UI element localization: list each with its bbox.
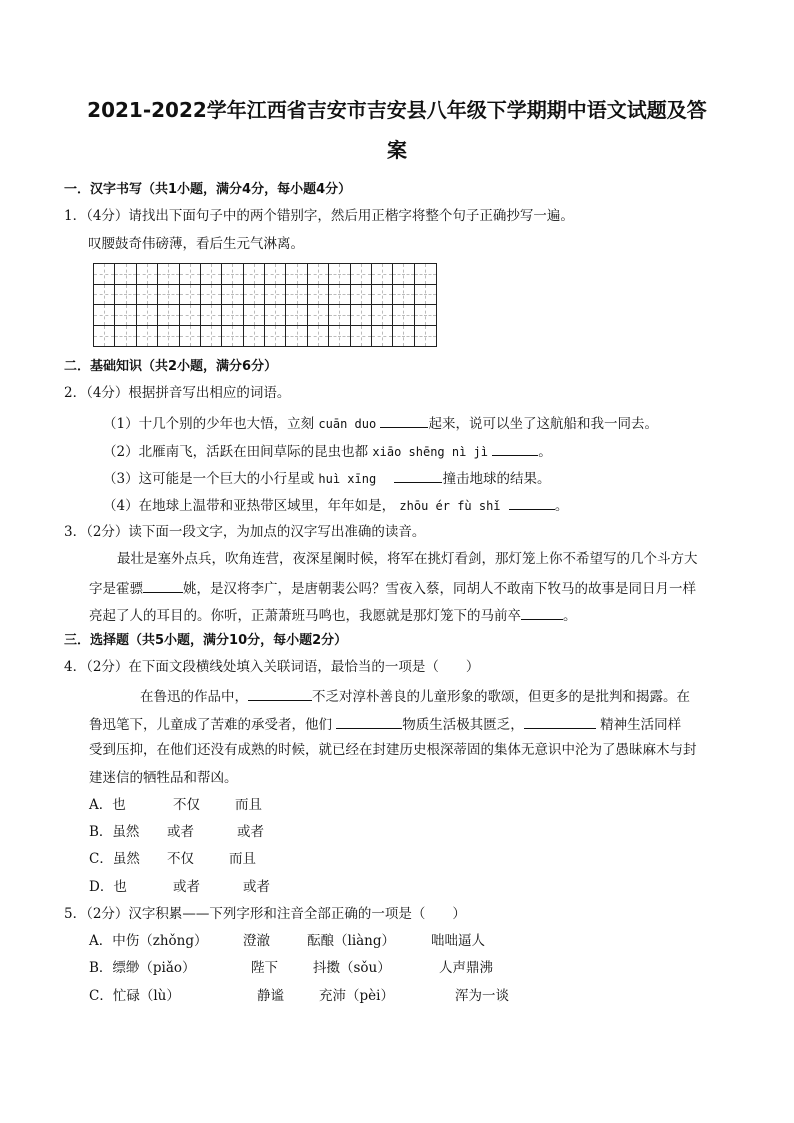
q2-3-text-a: （3）这可能是一个巨大的小行星或	[103, 471, 315, 487]
grid-cell[interactable]	[265, 305, 286, 326]
grid-cell[interactable]	[115, 326, 136, 347]
grid-cell[interactable]	[372, 326, 393, 347]
grid-cell[interactable]	[308, 264, 329, 285]
q4-option-b-1: B．虽然	[89, 824, 140, 840]
q4-l2-text-a: 鲁迅笔下，儿童成了苦难的承受者，他们	[89, 717, 332, 733]
grid-cell[interactable]	[308, 285, 329, 306]
grid-cell[interactable]	[137, 305, 158, 326]
q5-option-a-3: 酝酿（liàng）	[307, 933, 396, 949]
grid-cell[interactable]	[115, 305, 136, 326]
q3-passage-line-1: 最壮是塞外点兵，吹角连营，夜深星阑时候，将军在挑灯看剑，那灯笼上你不希望写的几个斗方大	[117, 551, 698, 567]
q4-option-a-2: 不仅	[173, 797, 200, 813]
q3-blank-1[interactable]	[143, 578, 183, 593]
q4-l1-text-a: 在鲁迅的作品中，	[140, 689, 248, 705]
q5-option-b-1: B．缥缈（piǎo）	[89, 960, 196, 976]
grid-cell[interactable]	[415, 326, 436, 347]
grid-cell[interactable]	[329, 326, 350, 347]
grid-cell[interactable]	[180, 285, 201, 306]
q2-3-pinyin: huì xīng	[318, 472, 377, 486]
grid-cell[interactable]	[158, 264, 179, 285]
q2-4-text-a: （4）在地球上温带和亚热带区域里，年年如是，	[103, 498, 396, 514]
q4-option-c-1: C．虽然	[89, 851, 140, 867]
q2-2-text-b: 。	[538, 444, 552, 460]
grid-cell[interactable]	[201, 326, 222, 347]
grid-cell[interactable]	[415, 305, 436, 326]
grid-cell[interactable]	[115, 285, 136, 306]
grid-cell[interactable]	[94, 285, 115, 306]
q2-1-answer-blank[interactable]	[380, 413, 428, 428]
grid-cell[interactable]	[201, 285, 222, 306]
q5-option-b-3: 抖擞（sǒu）	[313, 960, 391, 976]
q2-1-pinyin: cuān duo	[318, 417, 377, 431]
grid-cell[interactable]	[372, 264, 393, 285]
q2-4-pinyin: zhōu ér fù shǐ	[399, 499, 501, 513]
q5-option-a[interactable]	[89, 932, 485, 950]
q2-2-answer-blank[interactable]	[492, 441, 538, 456]
q5-option-a-4: 咄咄逼人	[431, 933, 485, 949]
grid-cell[interactable]	[265, 285, 286, 306]
q3-passage-line-2	[89, 578, 696, 598]
q2-1-text-a: （1）十几个别的少年也大悟，立刻	[103, 416, 315, 432]
q2-2-text-a: （2）北雁南飞，活跃在田间草际的昆虫也都	[103, 444, 369, 460]
grid-cell[interactable]	[265, 326, 286, 347]
q4-passage-line-1	[140, 686, 690, 706]
question-5: 5．（2分）汉字积累——下列字形和注音全部正确的一项是（ ）	[64, 906, 466, 922]
grid-cell[interactable]	[393, 264, 414, 285]
grid-cell[interactable]	[393, 326, 414, 347]
grid-cell[interactable]	[308, 326, 329, 347]
grid-cell[interactable]	[372, 285, 393, 306]
grid-cell[interactable]	[286, 285, 307, 306]
grid-cell[interactable]	[286, 305, 307, 326]
grid-cell[interactable]	[94, 326, 115, 347]
grid-cell[interactable]	[329, 285, 350, 306]
grid-cell[interactable]	[265, 264, 286, 285]
q4-option-b-2: 或者	[167, 824, 194, 840]
q2-4-text-b: 。	[554, 498, 569, 514]
grid-cell[interactable]	[137, 326, 158, 347]
q5-option-c-2: 静谧	[257, 988, 284, 1004]
grid-cell[interactable]	[137, 285, 158, 306]
question-2-item-2	[103, 441, 552, 461]
q4-passage-line-4: 建迷信的牺牲品和帮凶。	[89, 770, 238, 786]
q2-2-pinyin: xiāo shēng nì jì	[372, 445, 488, 459]
q4-l2-text-b: 物质生活极其匮乏，	[402, 717, 524, 733]
question-2-item-3	[103, 468, 550, 488]
q4-blank-1[interactable]	[248, 686, 312, 701]
q4-option-c-2: 不仅	[167, 851, 194, 867]
grid-cell[interactable]	[201, 305, 222, 326]
q4-l2-text-c: 精神生活同样	[600, 717, 682, 733]
grid-cell[interactable]	[222, 285, 243, 306]
grid-cell[interactable]	[286, 264, 307, 285]
grid-cell[interactable]	[115, 264, 136, 285]
grid-cell[interactable]	[222, 326, 243, 347]
section-2-header: 二．基础知识（共2小题，满分6分）	[64, 359, 278, 374]
q5-option-c-4: 浑为一谈	[455, 988, 509, 1004]
q2-4-answer-blank[interactable]	[509, 495, 555, 510]
q5-option-c-3: 充沛（pèi）	[319, 988, 394, 1004]
grid-cell[interactable]	[180, 264, 201, 285]
q4-option-d-3: 或者	[243, 879, 270, 895]
grid-cell[interactable]	[201, 264, 222, 285]
section-1-header: 一．汉字书写（共1小题，满分4分，每小题4分）	[64, 182, 352, 197]
question-2: 2．（4分）根据拼音写出相应的词语。	[64, 385, 291, 401]
q2-3-answer-blank[interactable]	[394, 468, 442, 483]
grid-cell[interactable]	[415, 285, 436, 306]
grid-cell[interactable]	[351, 326, 372, 347]
q4-passage-line-3: 受到压抑，在他们还没有成熟的时候，就已经在封建历史根深蒂固的集体无意识中沦为了愚昧麻木与封	[89, 742, 697, 758]
grid-cell[interactable]	[329, 264, 350, 285]
q3-l2-text-b: 姚，是汉将李广，是唐朝裴公吗？雪夜入蔡，同胡人不敢南下牧马的故事是同日月一样	[183, 581, 696, 597]
q4-blank-3[interactable]	[524, 714, 596, 729]
q4-passage-line-2	[89, 714, 681, 734]
q4-l1-text-b: 不乏对淳朴善良的儿童形象的歌颂，但更多的是批判和揭露。在	[312, 689, 690, 705]
grid-cell[interactable]	[286, 326, 307, 347]
grid-cell[interactable]	[158, 326, 179, 347]
title-line-1: 2021-2022学年江西省吉安市吉安县八年级下学期期中语文试题及答	[87, 98, 707, 122]
q5-option-c[interactable]	[89, 987, 509, 1005]
grid-cell[interactable]	[329, 305, 350, 326]
question-2-item-1	[103, 413, 658, 433]
grid-cell[interactable]	[308, 305, 329, 326]
writing-grid[interactable]	[93, 263, 437, 347]
question-2-item-4	[103, 495, 568, 515]
q4-option-a[interactable]	[89, 796, 262, 814]
document-title	[50, 90, 744, 170]
grid-cell[interactable]	[393, 285, 414, 306]
question-1-sentence: 叹腰鼓奇伟磅薄，看后生元气淋离。	[88, 236, 304, 252]
grid-cell[interactable]	[94, 264, 115, 285]
q4-option-c[interactable]	[89, 850, 256, 868]
q4-option-c-3: 而且	[229, 851, 256, 867]
grid-cell[interactable]	[222, 305, 243, 326]
grid-cell[interactable]	[180, 305, 201, 326]
question-3: 3．（2分）读下面一段文字，为加点的汉字写出准确的读音。	[64, 524, 426, 540]
q4-option-b-3: 或者	[237, 824, 264, 840]
q5-option-c-1: C．忙碌（lù）	[89, 988, 180, 1004]
grid-cell[interactable]	[158, 305, 179, 326]
q5-option-b[interactable]	[89, 959, 493, 977]
q2-1-text-b: 起来，说可以坐了这航船和我一同去。	[428, 416, 658, 432]
q4-option-b[interactable]	[89, 823, 264, 841]
q5-option-b-4: 人声鼎沸	[439, 960, 493, 976]
question-4: 4．（2分）在下面文段横线处填入关联词语，最恰当的一项是（ ）	[64, 659, 480, 675]
grid-cell[interactable]	[244, 285, 265, 306]
grid-cell[interactable]	[94, 305, 115, 326]
title-line-2: 案	[387, 138, 407, 162]
grid-cell[interactable]	[393, 305, 414, 326]
grid-cell[interactable]	[137, 264, 158, 285]
q5-option-b-2: 陛下	[251, 960, 278, 976]
q3-l3-text-b: 。	[563, 608, 577, 624]
q5-option-a-1: A．中伤（zhǒng）	[89, 933, 208, 949]
q3-blank-2[interactable]	[521, 605, 563, 620]
q4-option-a-1: A．也	[89, 797, 126, 813]
grid-cell[interactable]	[351, 264, 372, 285]
grid-cell[interactable]	[351, 285, 372, 306]
q4-option-d-2: 或者	[173, 879, 200, 895]
grid-cell[interactable]	[158, 285, 179, 306]
q2-3-text-b: 撞击地球的结果。	[442, 471, 551, 487]
q3-passage-line-3	[89, 605, 577, 625]
q4-option-d[interactable]	[89, 878, 270, 896]
grid-cell[interactable]	[244, 305, 265, 326]
q3-l2-text-a: 字是霍骠	[89, 581, 143, 597]
grid-cell[interactable]	[415, 264, 436, 285]
q3-l3-text-a: 亮起了人的耳目的。你听，正萧萧班马鸣也，我愿就是那灯笼下的马前卒	[89, 608, 521, 624]
question-1: 1．（4分）请找出下面句子中的两个错别字，然后用正楷字将整个句子正确抄写一遍。	[64, 208, 574, 224]
grid-cell[interactable]	[222, 264, 243, 285]
q4-option-d-1: D．也	[89, 879, 127, 895]
grid-cell[interactable]	[244, 264, 265, 285]
q4-blank-2[interactable]	[336, 714, 402, 729]
q4-option-a-3: 而且	[235, 797, 262, 813]
grid-cell[interactable]	[372, 305, 393, 326]
grid-cell[interactable]	[180, 326, 201, 347]
q5-option-a-2: 澄澈	[243, 933, 270, 949]
grid-cell[interactable]	[351, 305, 372, 326]
section-3-header: 三．选择题（共5小题，满分10分，每小题2分）	[64, 633, 348, 648]
grid-cell[interactable]	[244, 326, 265, 347]
